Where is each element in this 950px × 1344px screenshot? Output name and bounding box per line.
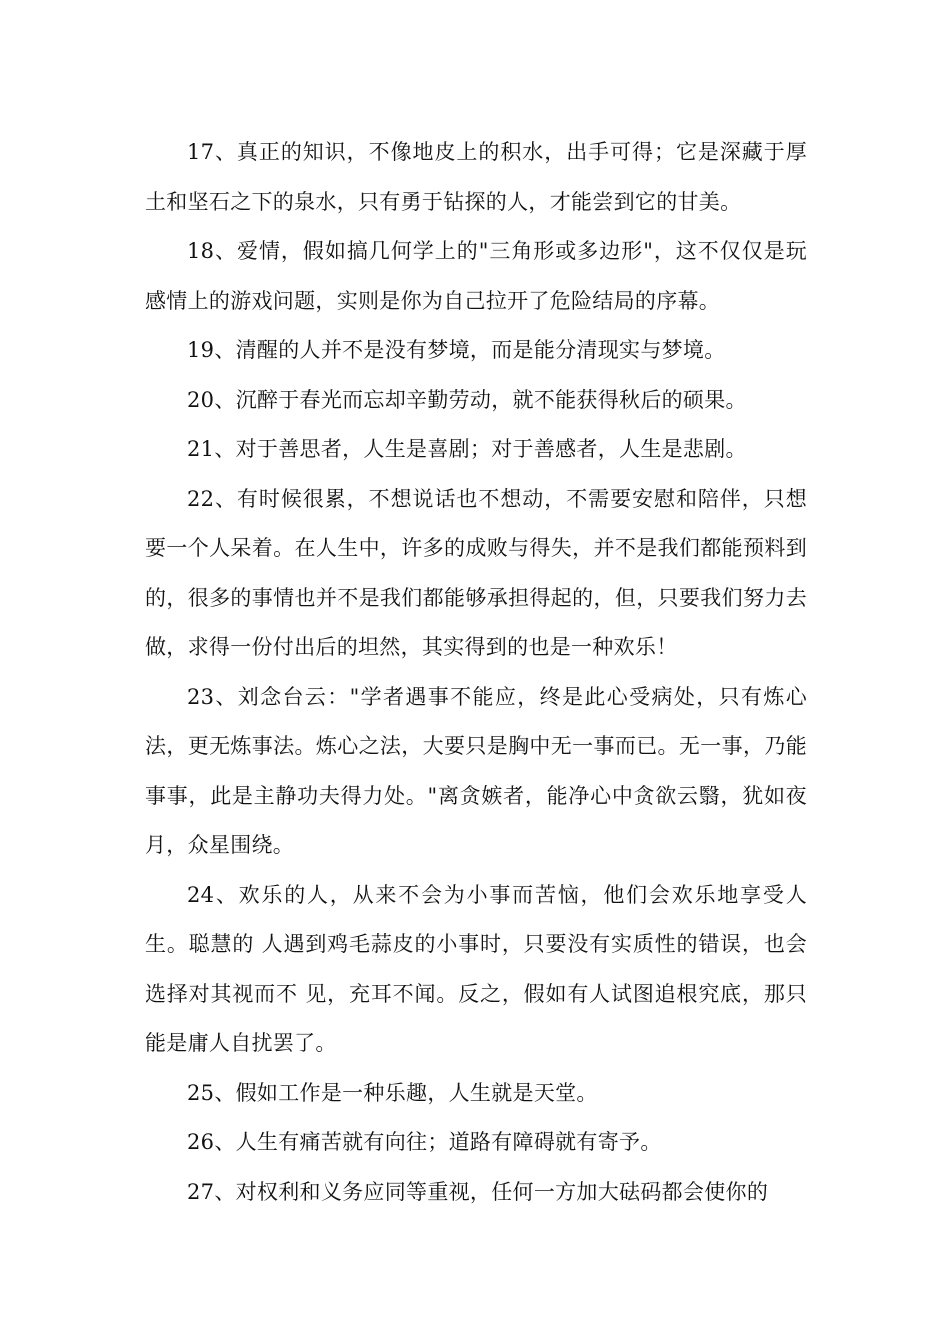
paragraph-23: 23、刘念台云："学者遇事不能应，终是此心受病处，只有炼心法，更无炼事法。炼心之法，大要只是胸中无一事而已。无一事，乃能事事，此是主静功夫得力处。"离贪嫉者，能净心中贪欲云翳，犹如夜月，众星围绕。 bbox=[145, 684, 807, 857]
document-body bbox=[145, 128, 807, 1217]
paragraph-22: 22、有时候很累，不想说话也不想动，不需要安慰和陪伴，只想要一个人呆着。在人生中，许多的成败与得失，并不是我们都能预料到的，很多的事情也并不是我们都能够承担得起的，但，只要我们努力去做，求得一份付出后的坦然，其实得到的也是一种欢乐！ bbox=[145, 486, 807, 659]
paragraph-21: 21、对于善思者，人生是喜剧；对于善感者，人生是悲剧。 bbox=[187, 437, 747, 461]
paragraph-17: 17、真正的知识，不像地皮上的积水，出手可得；它是深藏于厚土和坚石之下的泉水，只有勇于钻探的人，才能尝到它的甘美。 bbox=[145, 140, 807, 214]
paragraph-25: 25、假如工作是一种乐趣，人生就是天堂。 bbox=[187, 1080, 598, 1105]
paragraph-24: 24、欢乐的人，从来不会为小事而苦恼，他们会欢乐地享受人生。聪慧的 人遇到鸡毛蒜皮的小事时，只要没有实质性的错误，也会选择对其视而不 见，充耳不闻。反之，假如有人试图追根究底，那只能是庸人自扰罢了。 bbox=[145, 882, 807, 1055]
paragraph-27: 27、对权利和义务应同等重视，任何一方加大砝码都会使你的 bbox=[187, 1179, 769, 1204]
paragraph-26: 26、人生有痛苦就有向往；道路有障碍就有寄予。 bbox=[187, 1130, 662, 1154]
paragraph-19: 19、清醒的人并不是没有梦境，而是能分清现实与梦境。 bbox=[187, 338, 726, 362]
paragraph-20: 20、沉醉于春光而忘却辛勤劳动，就不能获得秋后的硕果。 bbox=[187, 387, 747, 412]
paragraph-18: 18、爱情，假如搞几何学上的"三角形或多边形"，这不仅仅是玩感情上的游戏问题，实则是你为自己拉开了危险结局的序幕。 bbox=[145, 239, 807, 313]
